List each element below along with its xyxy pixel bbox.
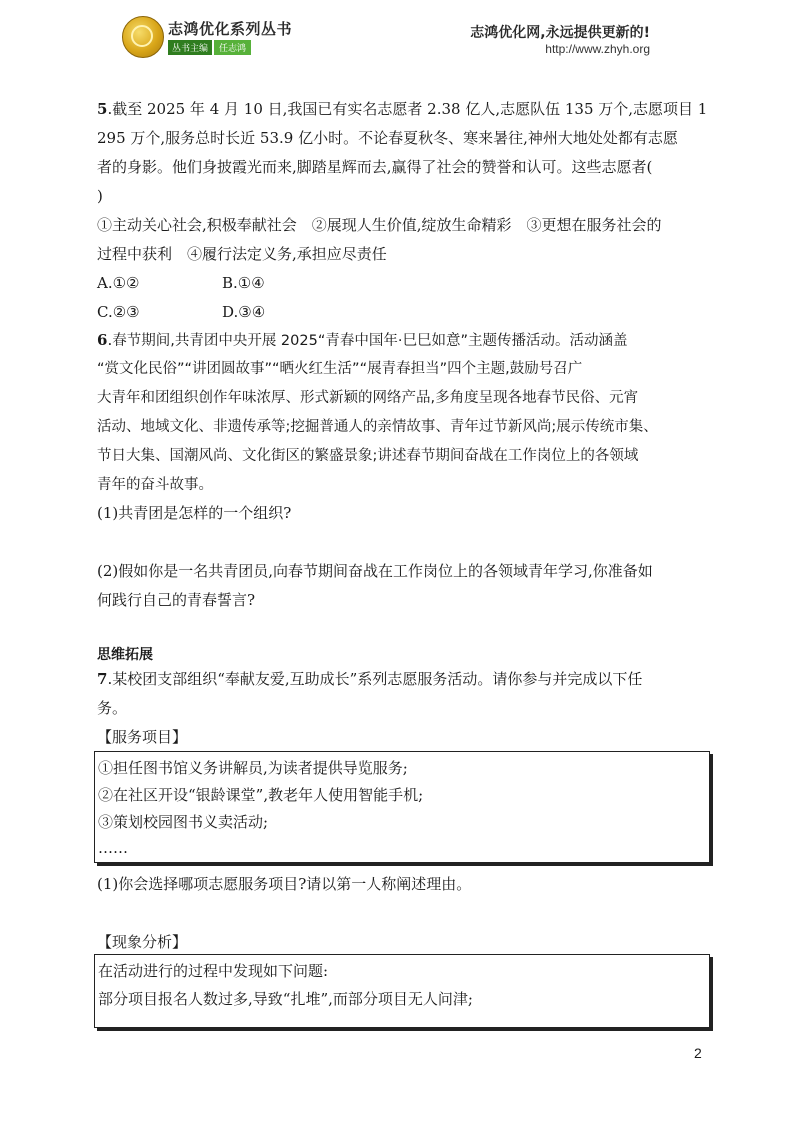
service-heading: 【服务项目】 bbox=[97, 728, 188, 746]
page-header bbox=[0, 0, 800, 70]
analysis-box bbox=[94, 954, 710, 1028]
q5-line-2: 295 万个,服务总时长近 53.9 亿小时。不论春夏秋冬、寒来暑往,神州大地处处都有志愿 bbox=[97, 129, 678, 147]
section-title: 思维拓展 bbox=[97, 647, 153, 663]
q6-line-3: 大青年和团组织创作年味浓厚、形式新颖的网络产品,多角度呈现各地春节民俗、元宵 bbox=[97, 390, 639, 406]
analysis-item: 在活动进行的过程中发现如下问题: bbox=[98, 962, 329, 980]
q5-statements-2: 过程中获利 ④履行法定义务,承担应尽责任 bbox=[97, 245, 387, 263]
analysis-item: 部分项目报名人数过多,导致“扎堆”,而部分项目无人问津; bbox=[98, 990, 473, 1008]
q6-line-1: 6.春节期间,共青团中央开展 2025“青春中国年·巳巳如意”主题传播活动。活动涵盖 bbox=[97, 331, 628, 349]
q6-line-6: 青年的奋斗故事。 bbox=[97, 477, 213, 493]
q7-line-2: 务。 bbox=[97, 699, 128, 717]
analysis-heading: 【现象分析】 bbox=[97, 933, 188, 951]
q6-line-4: 活动、地域文化、非遗传承等;挖掘普通人的亲情故事、青年过节新风尚;展示传统市集、 bbox=[97, 419, 658, 435]
series-title: 志鸿优化系列丛书 bbox=[168, 20, 293, 38]
q7-sub-question-1: (1)你会选择哪项志愿服务项目?请以第一人称阐述理由。 bbox=[97, 875, 472, 893]
q6-line-2: “赏文化民俗”“讲团圆故事”“晒火红生活”“展青春担当”四个主题,鼓励号召广 bbox=[97, 361, 583, 377]
site-url[interactable]: http://www.zhyh.org bbox=[545, 42, 650, 56]
q6-number: 6 bbox=[97, 331, 108, 349]
q5-option-d[interactable]: D.③④ bbox=[222, 303, 266, 321]
service-items-box bbox=[94, 751, 710, 863]
editor-tag bbox=[168, 40, 251, 55]
site-slogan: 志鸿优化网,永远提供更新的! bbox=[470, 25, 650, 41]
q6-sub-question-1: (1)共青团是怎样的一个组织? bbox=[97, 504, 292, 522]
q5-line-4: ) bbox=[97, 187, 103, 205]
q5-line-1: 5.截至 2025 年 4 月 10 日,我国已有实名志愿者 2.38 亿人,志愿队伍 135 万个,志愿项目 1 bbox=[97, 100, 708, 118]
service-item-ellipsis: …… bbox=[98, 839, 128, 857]
service-item: ③策划校园图书义卖活动; bbox=[98, 813, 269, 831]
q5-number: 5 bbox=[97, 100, 108, 118]
q6-line-5: 节日大集、国潮风尚、文化街区的繁盛景象;讲述春节期间奋战在工作岗位上的各领域 bbox=[97, 448, 639, 464]
q6-sub-question-2-line-2: 何践行自己的青春誓言? bbox=[97, 591, 256, 609]
q6-sub-question-2-line-1: (2)假如你是一名共青团员,向春节期间奋战在工作岗位上的各领域青年学习,你准备如 bbox=[97, 562, 653, 580]
service-item: ①担任图书馆义务讲解员,为读者提供导览服务; bbox=[98, 759, 408, 777]
service-item: ②在社区开设“银龄课堂”,教老年人使用智能手机; bbox=[98, 786, 424, 804]
q5-line-3: 者的身影。他们身披霞光而来,脚踏星辉而去,赢得了社会的赞誉和认可。这些志愿者( bbox=[97, 158, 653, 176]
q5-option-a[interactable]: A.①② bbox=[97, 274, 140, 292]
q5-option-c[interactable]: C.②③ bbox=[97, 303, 140, 321]
editor-key: 丛书主编 bbox=[168, 40, 212, 55]
page-number: 2 bbox=[694, 1045, 702, 1061]
editor-name: 任志鸿 bbox=[214, 40, 251, 55]
q5-statements-1: ①主动关心社会,积极奉献社会 ②展现人生价值,绽放生命精彩 ③更想在服务社会的 bbox=[97, 216, 662, 234]
q5-option-b[interactable]: B.①④ bbox=[222, 274, 265, 292]
publisher-logo-icon bbox=[122, 16, 164, 58]
q7-line-1: 7.某校团支部组织“奉献友爱,互助成长”系列志愿服务活动。请你参与并完成以下任 bbox=[97, 670, 643, 688]
q7-number: 7 bbox=[97, 670, 108, 688]
